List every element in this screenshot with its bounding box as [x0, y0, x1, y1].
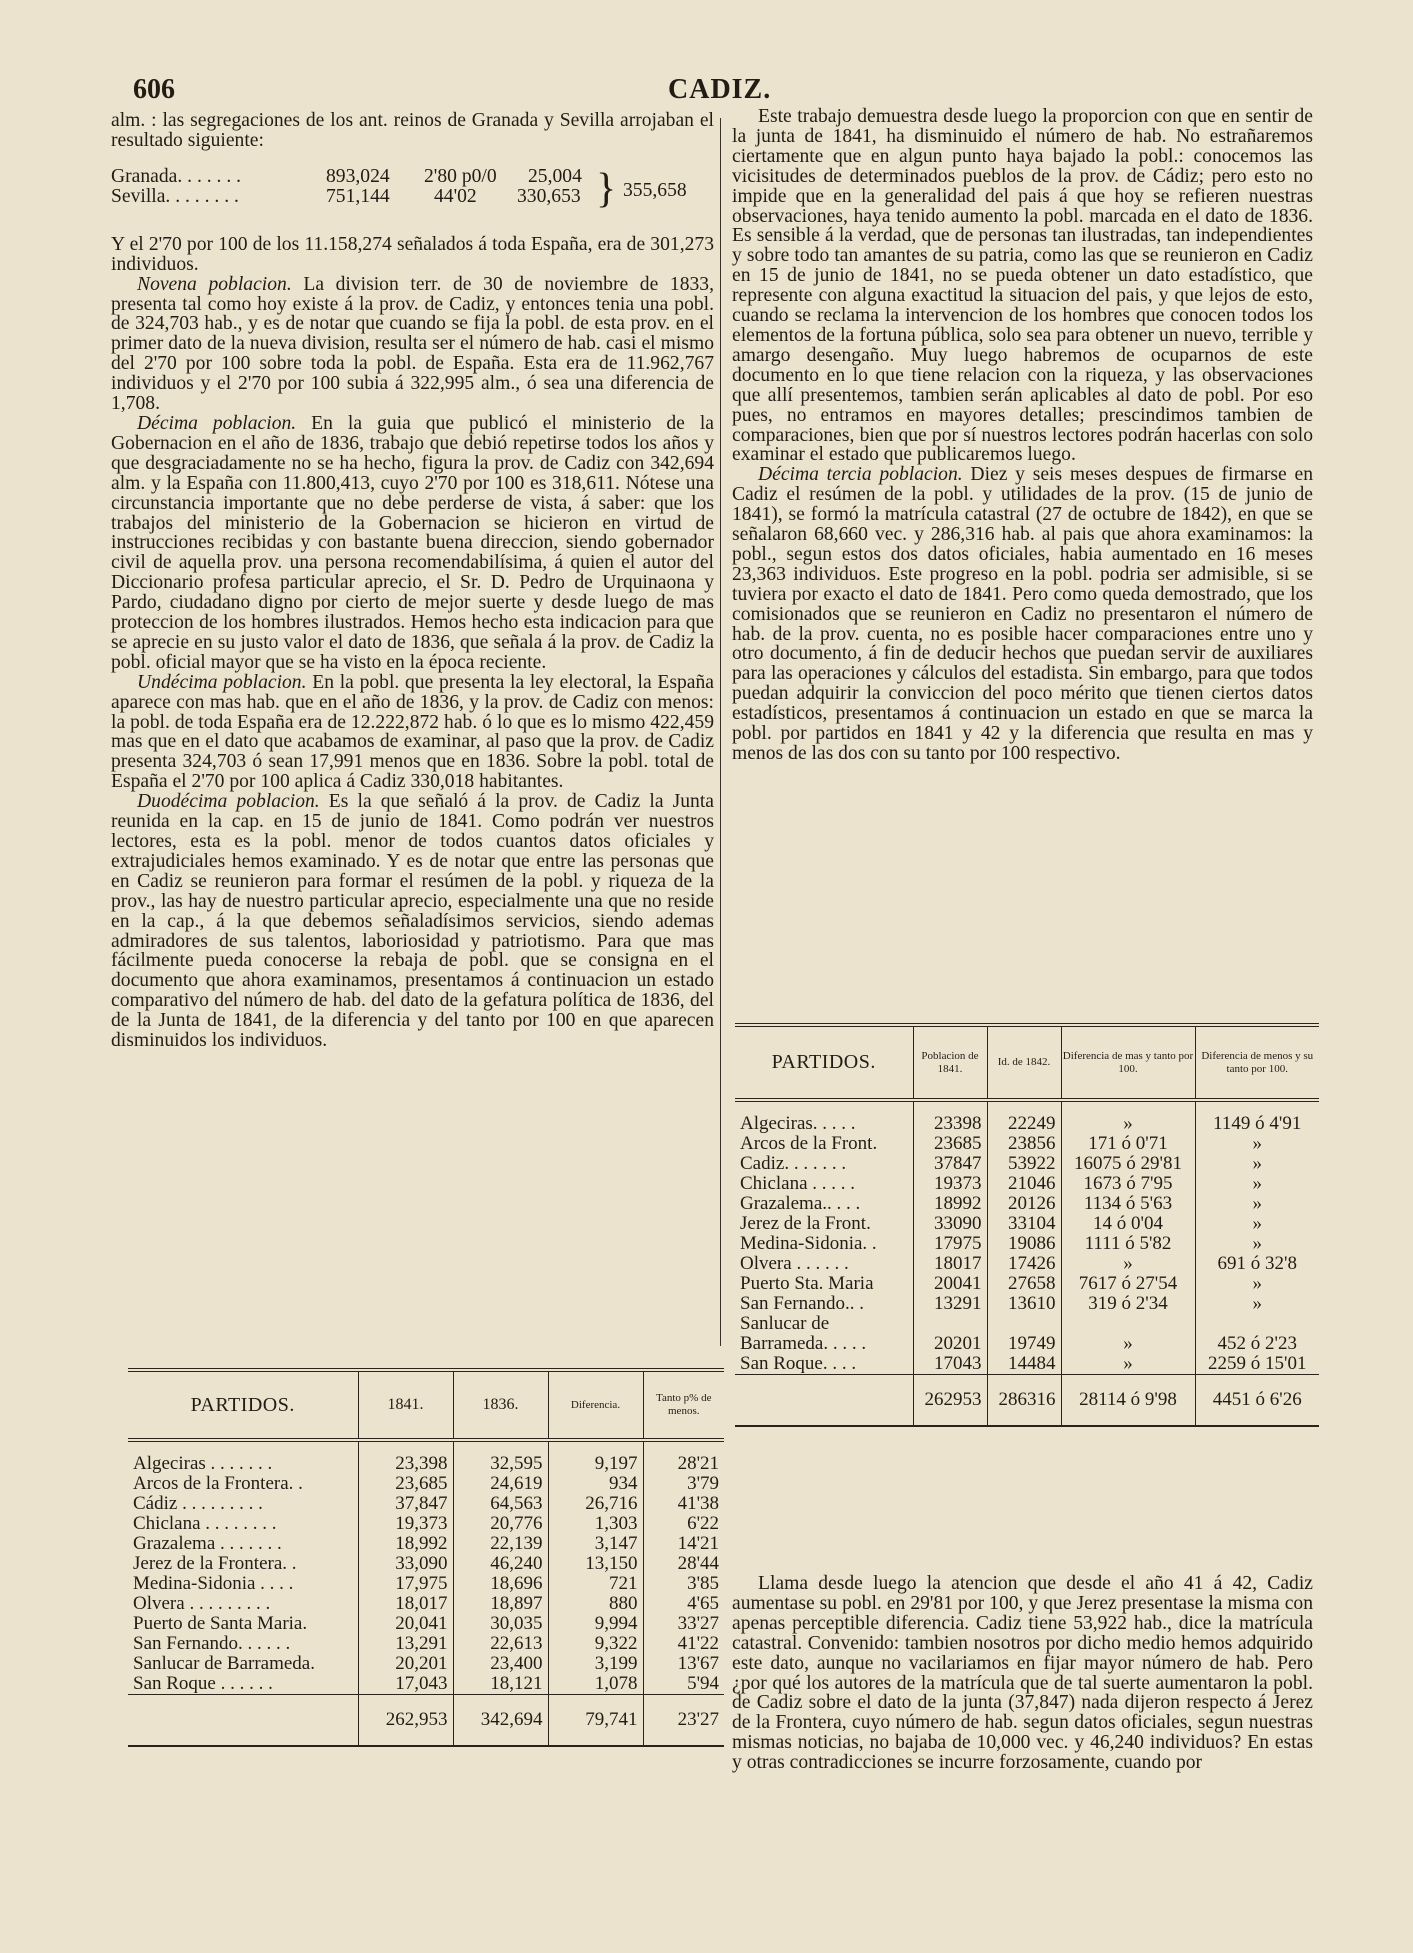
table-row: Olvera . . . . . . 18017 17426 » 691 ó 32'8 — [735, 1254, 1319, 1274]
table-header: Poblacion de 1841. — [913, 1025, 987, 1100]
table-header: Id. de 1842. — [987, 1025, 1061, 1100]
table-row: Olvera . . . . . . . . . 18,017 18,897 880 4'65 — [128, 1594, 724, 1614]
table-row: Medina-Sidonia. . 17975 19086 1111 ó 5'82 » — [735, 1234, 1319, 1254]
table-row: Puerto de Santa Maria. 20,041 30,035 9,994 33'27 — [128, 1614, 724, 1634]
section-title-duodecima: Duodécima poblacion. — [137, 791, 320, 813]
intro-paragraph: alm. : las segregaciones de los ant. reinos de Granada y Sevilla arrojaban el resultado siguiente: — [111, 110, 714, 151]
paragraph-right-1: Este trabajo demuestra desde luego la proporcion con que en sentir de la junta de 1841, ha disminuido el número de hab. No estrañaremos ciertamente que en algun punto haya bajado la pobl.: conocemos las vicisitudes de determinados pueblos de la prov. de Cádiz; pero esto no impide que en la generalidad del pais á que hoy se refieren nuestras observaciones, haya tenido aumento la pobl. marcada en el dato de 1836. Es sensible á la verdad, que de personas tan ilustradas, tan independientes y sobre todo tan amantes de su patria, como las que se reunieron en Cadiz en 15 de junio de 1841, no se pueda obtener un dato estadístico, que represente con alguna exactitud la situacion del pais, y que lejos de esto, cuando se reclama la intervencion de los hombres que conocen todos los elementos de la fortuna pública, solo sea para obtener un nuevo, terrible y amargo desengaño. Muy luego habremos de ocuparnos de este documento en lo que tiene relacion con la riqueza, y las observaciones que allí presentemos, tambien serán aplicables al dato de pobl. Por eso pues, no entramos en mayores detalles; prescindimos tambien de comparaciones, bien que por sí nuestros lectores podrán hacerlas con solo examinar el estado que publicaremos luego. — [732, 106, 1313, 466]
section-title-decima: Décima poblacion. — [137, 412, 297, 434]
granada-sevilla-total: 355,658 — [623, 179, 687, 201]
paragraph-undecima: Undécima poblacion. En la pobl. que presenta la ley electoral, la España aparece con mas hab. que en el año de 1836, y la prov. de Cadiz con menos: la pobl. de toda España era de 12.222,872 hab. ó lo que es lo mismo 422,459 mas que en el dato que acabamos de examinar, al paso que la prov. de Cadiz presenta 324,703 ó sean 17,991 menos que en 1836. Sobre la pobl. total de España el 2'70 por 100 aplica á Cadiz 330,018 habitantes. — [111, 671, 714, 793]
table-spacer — [128, 1440, 724, 1454]
table-row: Jerez de la Frontera. . 33,090 46,240 13,150 28'44 — [128, 1554, 724, 1574]
paragraph-tercia: Décima tercia poblacion. Diez y seis meses despues de firmarse en Cadiz el resúmen de la pobl. y utilidades de la prov. (15 de junio de 1841), se formó la matrícula catastral (27 de octubre de 1842), en que se señalaron 68,660 vec. y 286,316 hab. al pais que ahora examinamos: la pobl., segun estos dos datos oficiales, habia aumentado en 16 meses 23,363 individuos. Este progreso en la pobl. podria ser admisible, si se tuviera por exacto el dato de 1841. Pero como queda demostrado, que los comisionados que se reunieron en Cadiz no presentaron el número de hab. de la prov. cuenta, no es posible hacer comparaciones entre uno y otro documento, á fin de deducir hechos que puedan servir de auxiliares para las operaciones y cálculos del estadista. Sin embargo, para que todos puedan adquirir la conviccion del poco mérito que tienen ciertos datos estadísticos, presentamos á continuacion un estado en que se marca la pobl. por partidos en 1841 y 42 y la diferencia que resulta en mas y menos de las dos con su tanto por 100 respectivo. — [732, 464, 1313, 764]
column-divider — [720, 118, 721, 1346]
table-total-row: 262953 286316 28114 ó 9'98 4451 ó 6'26 — [735, 1375, 1319, 1427]
table-header: Tanto p% de menos. — [643, 1370, 724, 1440]
brace-icon: } — [596, 165, 617, 212]
page-number: 606 — [133, 74, 175, 105]
table-row: Puerto Sta. Maria 20041 27658 7617 ó 27'54 » — [735, 1274, 1319, 1294]
table-row: Cádiz . . . . . . . . . 37,847 64,563 26,716 41'38 — [128, 1494, 724, 1514]
table-spacer — [735, 1100, 1319, 1114]
table-row: San Roque. . . . 17043 14484 » 2259 ó 15'01 — [735, 1354, 1319, 1375]
section-title-undecima: Undécima poblacion. — [137, 671, 307, 693]
table-row: Arcos de la Front. 23685 23856 171 ó 0'71 » — [735, 1134, 1319, 1154]
table-header: PARTIDOS. — [735, 1025, 913, 1100]
table-row: Chiclana . . . . . 19373 21046 1673 ó 7'95 » — [735, 1174, 1319, 1194]
table-row: San Roque . . . . . . 17,043 18,121 1,078 5'94 — [128, 1674, 724, 1695]
table-row: Jerez de la Front. 33090 33104 14 ó 0'04 » — [735, 1214, 1319, 1234]
table-header: Diferencia de mas y tanto por 100. — [1061, 1025, 1195, 1100]
table-header: Diferencia. — [548, 1370, 643, 1440]
paragraph-right-final: Llama desde luego la atencion que desde el año 41 á 42, Cadiz aumentase su pobl. en 29'81 por 100, y que Jerez presentase la misma con apenas perceptible diferencia. Cadiz tiene 53,922 hab., dice la matrícula catastral. Convenido: tambien nosotros por dicho medio hemos adquirido este dato, aunque no vacilariamos en fijar mayor número de hab. Pero ¿por qué los autores de la matrícula que de tal suerte aumentaron la pobl. de Cadiz sobre el dato de la junta (37,847) nada dijeron respecto á Jerez de la Frontera, cuyo número de hab. segun datos oficiales, segun nuestras mismas noticias, no bajaba de 10,000 vec. y 46,240 individuos? En estas y otras contradicciones se incurre forzosamente, cuando por — [732, 1573, 1313, 1774]
running-head: CADIZ. — [668, 74, 772, 105]
table-header: Diferencia de menos y su tanto por 100. — [1195, 1025, 1319, 1100]
table-1841-1836 — [128, 1368, 724, 1747]
table-row: San Fernando.. . 13291 13610 319 ó 2'34 » — [735, 1294, 1319, 1314]
table-header: 1836. — [453, 1370, 548, 1440]
table-row: Algeciras. . . . . 23398 22249 » 1149 ó 4'91 — [735, 1114, 1319, 1134]
section-title-novena: Novena poblacion. — [137, 273, 292, 295]
table-header: 1841. — [358, 1370, 453, 1440]
table-row: Cadiz. . . . . . . 37847 53922 16075 ó 29'81 » — [735, 1154, 1319, 1174]
table-1841-1842 — [735, 1023, 1319, 1427]
table-row: Arcos de la Frontera. . 23,685 24,619 934 3'79 — [128, 1474, 724, 1494]
paragraph-total-spain: Y el 2'70 por 100 de los 11.158,274 señalados á toda España, era de 301,273 individuos. — [111, 233, 714, 275]
paragraph-novena: Novena poblacion. La division terr. de 30 de noviembre de 1833, presenta tal como hoy existe á la prov. de Cadiz, y entonces tenia una pobl. de 324,703 hab., y es de notar que cuando se fija la pobl. de esta prov. en el primer dato de la nueva division, resulta ser el número de hab. casi el mismo del 2'70 por 100 sobre toda la pobl. de España. Esta era de 11.962,767 individuos y el 2'70 por 100 subia á 322,995 alm., ó sea una diferencia de 1,708. — [111, 273, 714, 415]
table-row: Medina-Sidonia . . . . 17,975 18,696 721 3'85 — [128, 1574, 724, 1594]
granada-sevilla-block: Granada. . . . . . . 893,024 2'80 p0/0 25,004 Sevilla. . . . . . . . 751,144 44'02 330,653 } 355,658 — [111, 165, 687, 212]
table-row: Chiclana . . . . . . . . 19,373 20,776 1,303 6'22 — [128, 1514, 724, 1534]
right-column-bottom — [732, 1574, 1313, 1773]
table-header: PARTIDOS. — [128, 1370, 358, 1440]
left-column — [111, 111, 714, 1051]
table-row: Algeciras . . . . . . . 23,398 32,595 9,197 28'21 — [128, 1454, 724, 1474]
table-row: Sanlucar de Barrameda. 20,201 23,400 3,199 13'67 — [128, 1654, 724, 1674]
section-title-tercia: Décima tercia poblacion. — [758, 464, 963, 486]
table-row: Grazalema.. . . . 18992 20126 1134 ó 5'63 » — [735, 1194, 1319, 1214]
table-total-row: 262,953 342,694 79,741 23'27 — [128, 1695, 724, 1747]
table-row: Sanlucar de Barrameda. . . . . 20201 19749 » 452 ó 2'23 — [735, 1314, 1319, 1354]
table-row: San Fernando. . . . . . 13,291 22,613 9,322 41'22 — [128, 1634, 724, 1654]
table-row: Grazalema . . . . . . . 18,992 22,139 3,147 14'21 — [128, 1534, 724, 1554]
paragraph-duodecima: Duodécima poblacion. Es la que señaló á la prov. de Cadiz la Junta reunida en la cap. en 15 de junio de 1841. Como podrán ver nuestros lectores, esta es la pobl. menor de todos cuantos datos oficiales y extrajudiciales hemos examinado. Y es de notar que entre las personas que en Cadiz se reunieron para formar el resúmen de la pobl. y riqueza de la prov., las hay de nuestro particular aprecio, especialmente una que no reside en la cap., á la que debemos señaladísimos servicios, siendo ademas admiradores de sus talentos, laboriosidad y patriotismo. Para que mas fácilmente pueda conocerse la rebaja de pobl. que se consigna en el documento que ahora examinamos, presentamos á continuacion un estado comparativo del número de hab. del dato de la gefatura política de 1836, del de la Junta de 1841, de la diferencia y del tanto por 100 en que aparecen disminuidos los individuos. — [111, 791, 714, 1052]
right-column — [732, 107, 1313, 764]
paragraph-decima: Décima poblacion. En la guia que publicó el ministerio de la Gobernacion en el año de 1836, trabajo que debió repetirse todos los años y que desgraciadamente no se ha hecho, figura la prov. de Cadiz con 342,694 alm. y la España con 11.800,413, cuyo 2'70 por 100 es 318,611. Nótese una circunstancia importante que no debe perderse de vista, á saber: que los trabajos del ministerio de la Gobernacion se hicieron en virtud de instrucciones recibidas y con bastante buena direccion, siendo gobernador civil de aquella prov. una persona recomendabilísima, á quien el autor del Diccionario profesa particular aprecio, el Sr. D. Pedro de Urquinaona y Pardo, ciudadano digno por cierto de mejor suerte y desde luego de mas proteccion de los hombres ilustrados. Hemos hecho esta indicacion para que se aprecie en su justo valor el dato de 1836, que señala á la prov. de Cadiz la pobl. oficial mayor que se ha visto en la época reciente. — [111, 412, 714, 673]
